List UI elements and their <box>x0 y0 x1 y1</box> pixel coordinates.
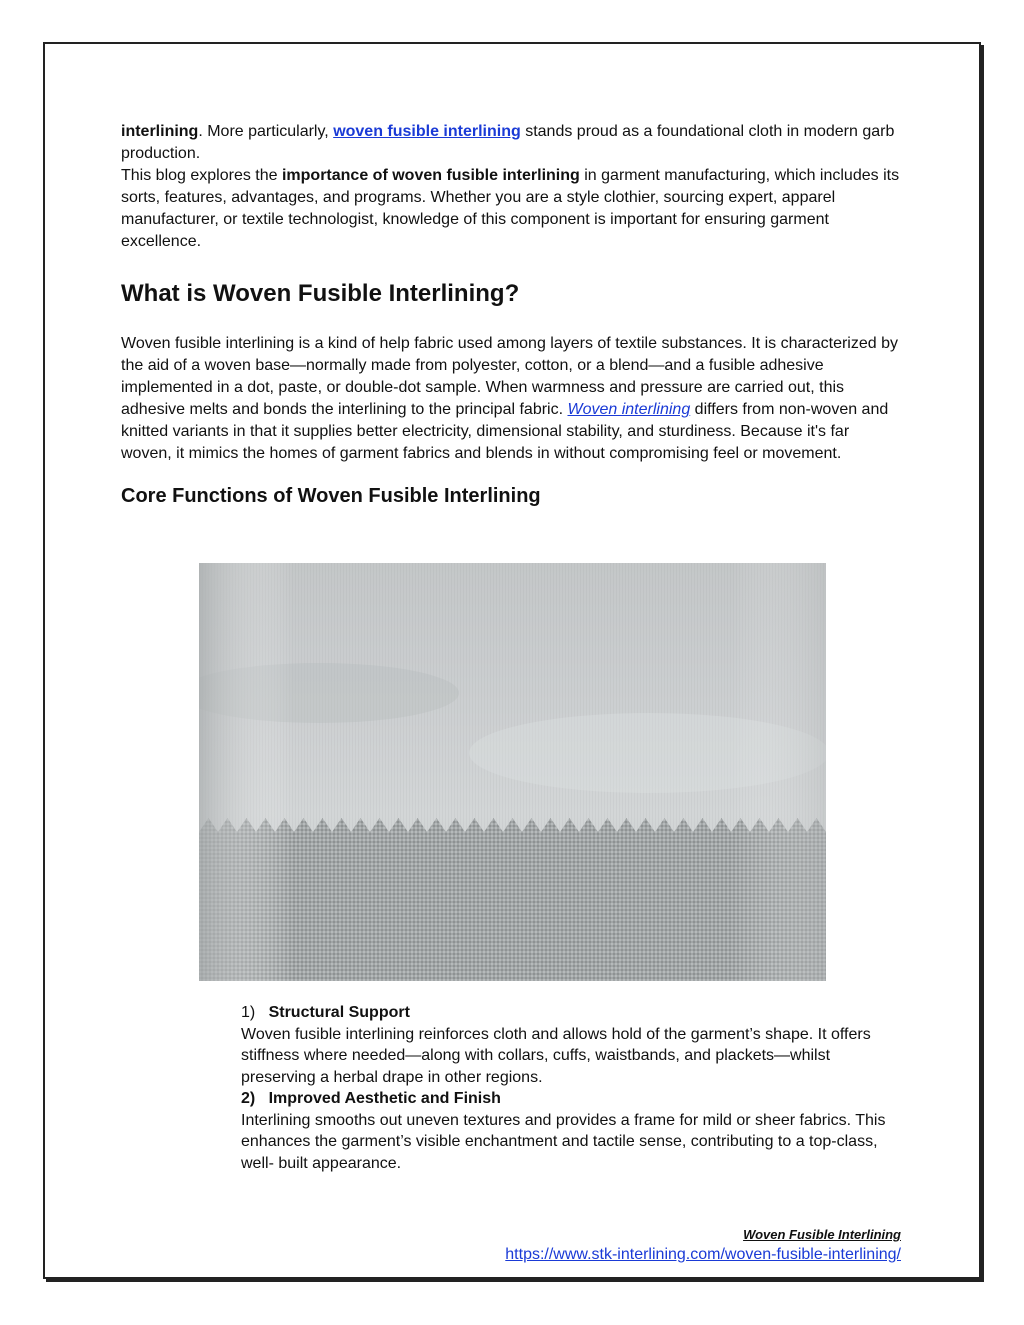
article-body <box>121 121 901 509</box>
intro-text-rest: stands proud as a foundational cloth in modern garb production. <box>121 123 895 162</box>
function-item-2-text: Interlining smooths out uneven textures and provides a frame for mild or sheer fabrics. This enhances the garment’s visible enchantment and tactile sense, contributing to a top-class, well- built appearance. <box>241 1111 886 1172</box>
section-heading-what-is: What is Woven Fusible Interlining? <box>121 280 520 307</box>
footer-title: Woven Fusible Interlining <box>743 1227 901 1242</box>
intro-paragraph-1 <box>121 121 901 165</box>
footer <box>505 1226 901 1266</box>
functions-list <box>241 1002 901 1174</box>
function-item-1-text: Woven fusible interlining reinforces cloth and allows hold of the garment’s shape. It offers stiffness where needed—along with collars, cuffs, waistbands, and plackets—whilst preserving a herbal drape in other regions. <box>241 1025 871 1086</box>
intro-text: . More particularly, <box>198 123 334 140</box>
list-number: 1) <box>241 1004 256 1021</box>
function-item-2-heading <box>241 1088 901 1110</box>
intro2-text-rest: in garment manufacturing, which includes its sorts, features, advantages, and programs. Whether you are a style clothier, sourcing expert, apparel manufacturer, or textile technologist, knowledge of this component is important for ensuring garment excellence. <box>121 167 900 250</box>
intro2-bold-phrase: importance of woven fusible interlining <box>281 167 580 184</box>
function-item-1-heading <box>241 1002 901 1024</box>
definition-text-rest: differs from non-woven and knitted variants in that it supplies better electricity, dimensional stability, and sturdiness. Because it's far woven, it mimics the homes of garment fabrics and blends in without compromising feel or movement. <box>121 401 889 462</box>
fabric-photo <box>199 563 826 981</box>
section-heading-core-functions: Core Functions of Woven Fusible Interlining <box>121 485 541 507</box>
fabric-photo-image <box>199 563 826 981</box>
definition-text: Woven fusible interlining is a kind of help fabric used among layers of textile substances. It is characterized by the aid of a woven base—normally made from polyester, cotton, or a blend—and a fusible adhesive implemented in a dot, paste, or double-dot sample. When warmness and pressure are carried out, this adhesive melts and bonds the interlining to the principal fabric. <box>121 335 898 418</box>
function-title: Improved Aesthetic and Finish <box>268 1090 501 1107</box>
definition-paragraph <box>121 333 901 465</box>
intro2-text: This blog explores the <box>121 167 282 184</box>
function-title: Structural Support <box>268 1004 410 1021</box>
list-number: 2) <box>241 1090 256 1107</box>
footer-url-link[interactable]: https://www.stk-interlining.com/woven-fusible-interlining/ <box>505 1246 901 1263</box>
woven-fusible-interlining-link[interactable]: woven fusible interlining <box>333 123 521 140</box>
intro-bold-term: interlining <box>121 123 199 140</box>
intro-paragraph-2 <box>121 165 901 253</box>
woven-interlining-link[interactable]: Woven interlining <box>567 401 691 418</box>
